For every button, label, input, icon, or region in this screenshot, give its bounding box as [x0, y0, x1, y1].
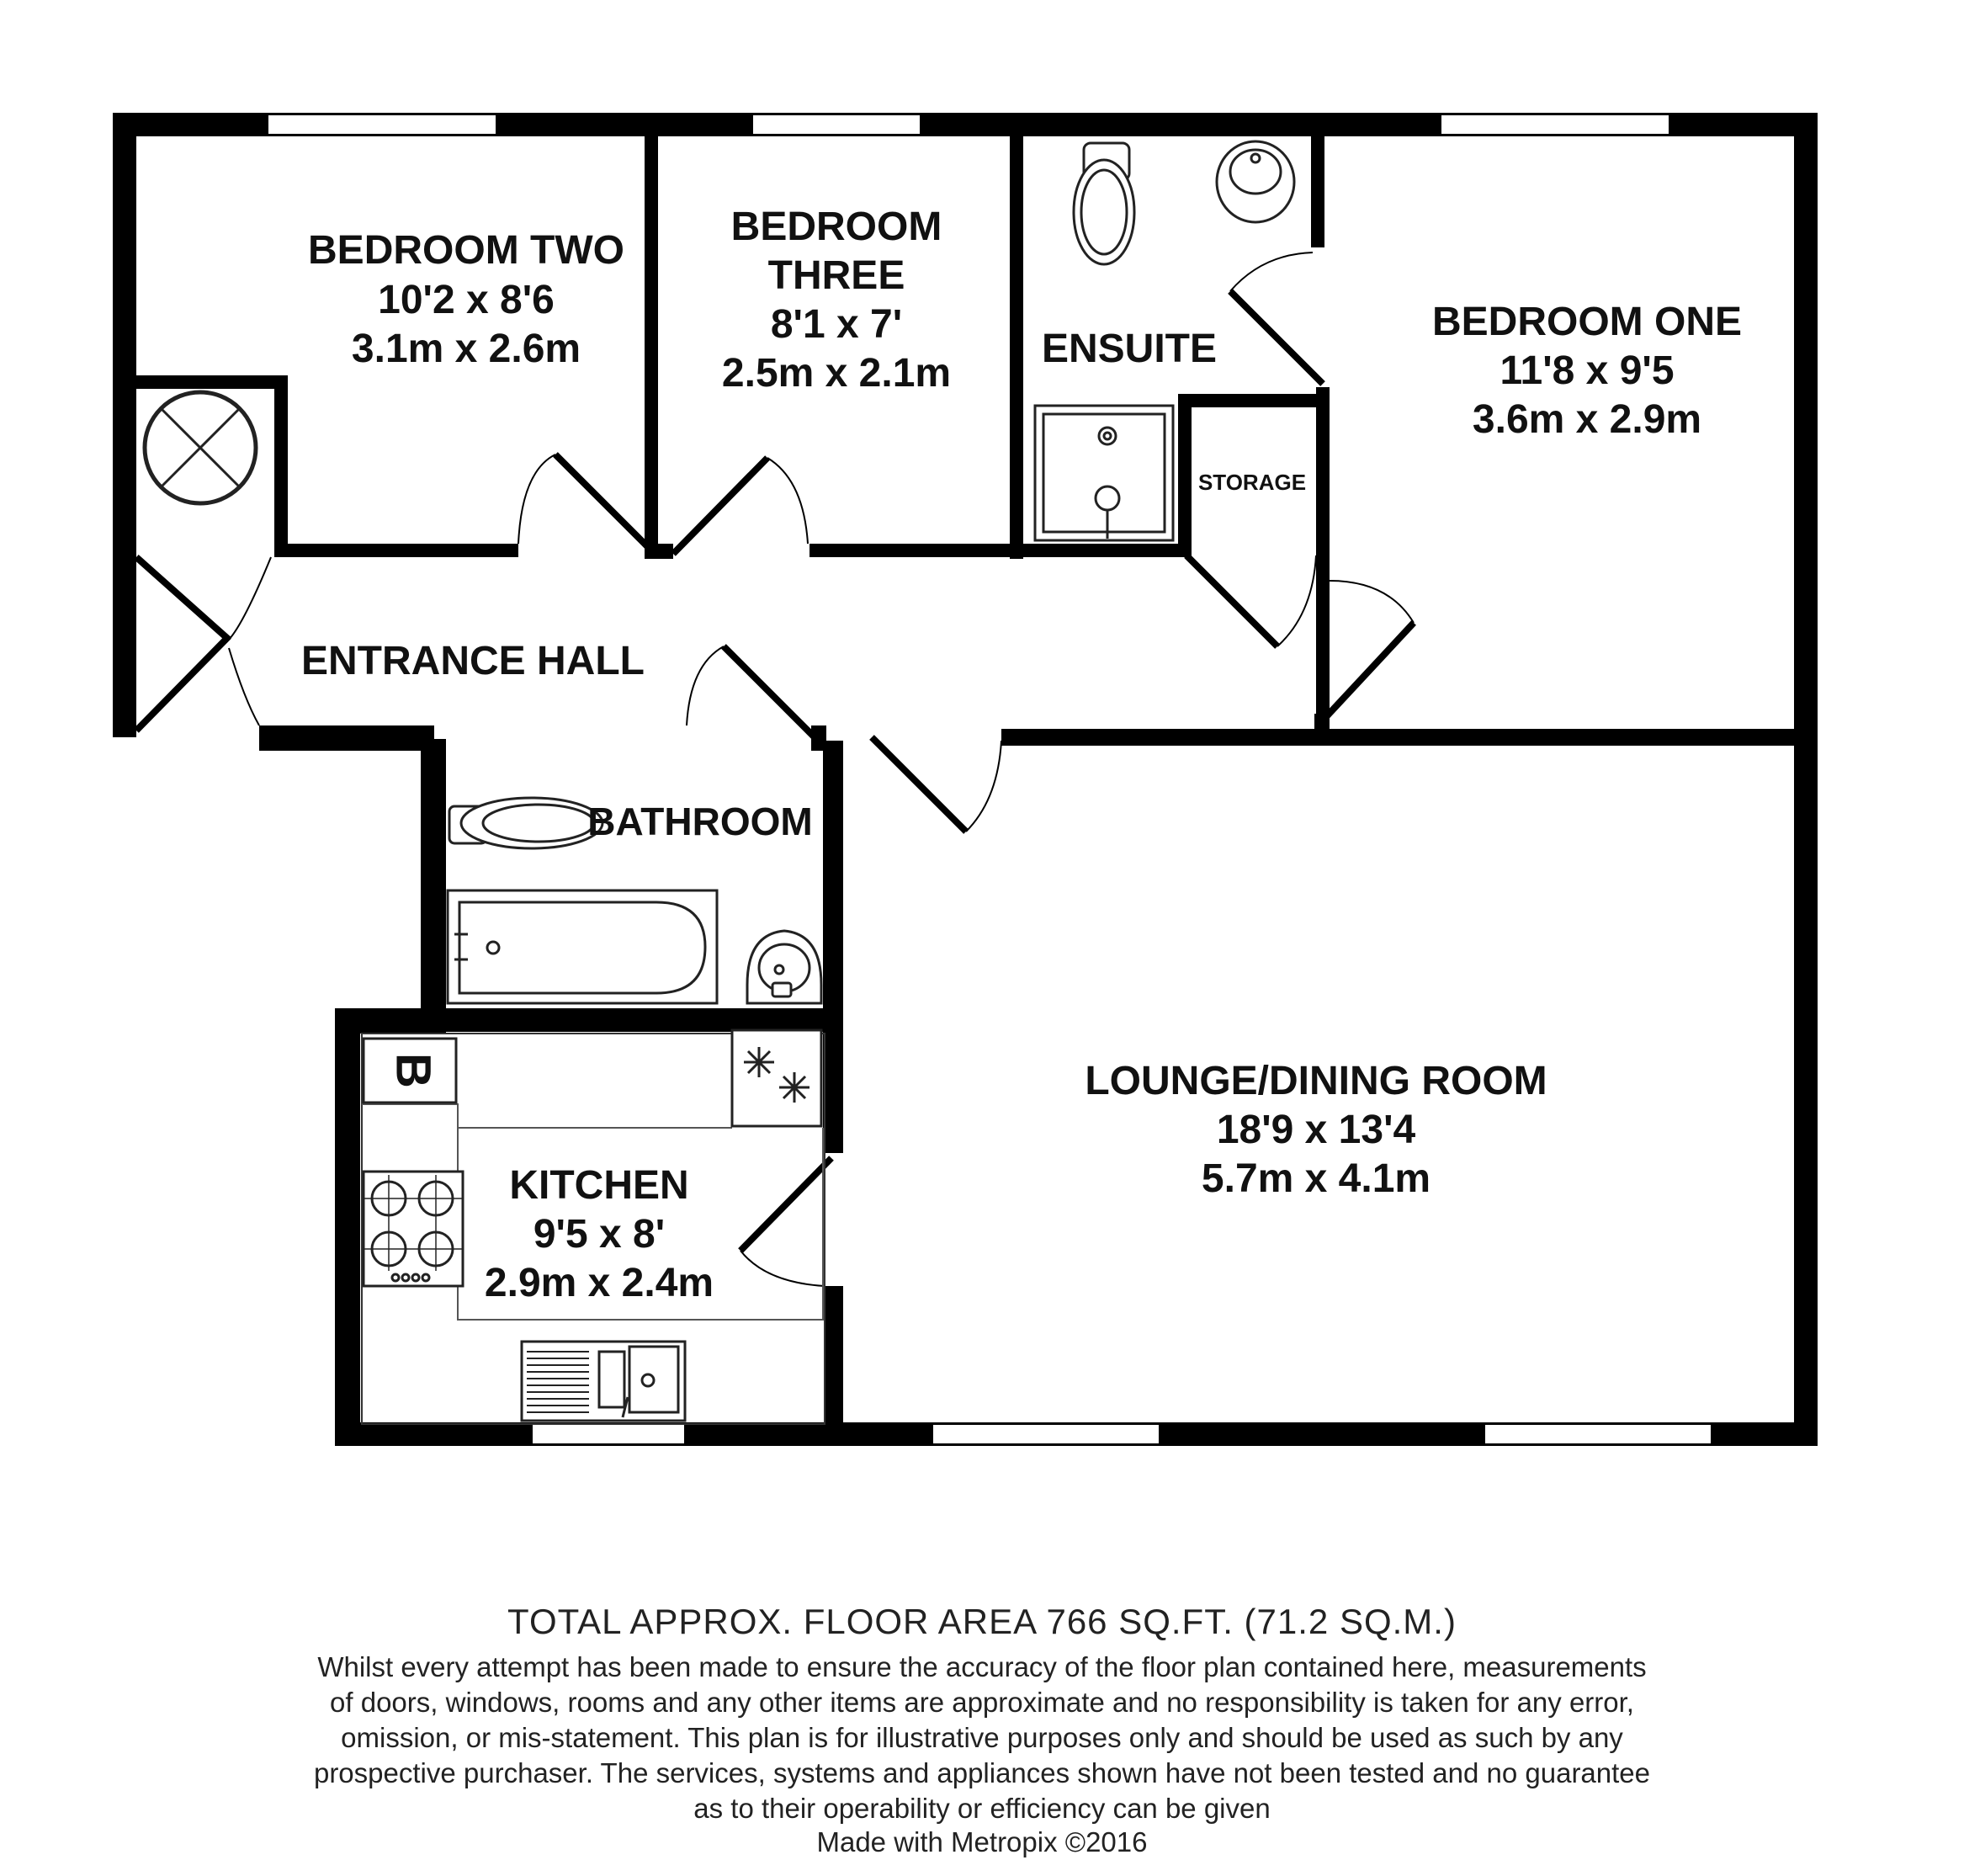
ensuite-name: ENSUITE: [1041, 327, 1218, 371]
bedroom-three-name-line2: THREE: [767, 253, 905, 298]
lounge-metric: 5.7m x 4.1m: [1201, 1156, 1431, 1201]
door-bedroom-two: [555, 454, 648, 547]
door-bathroom: [724, 646, 815, 737]
door-kitchen: [740, 1158, 831, 1251]
disclaimer-line: Whilst every attempt has been made to ensure the accuracy of the floor plan contained here, measurements: [317, 1651, 1647, 1682]
bedroom-three-metric: 2.5m x 2.1m: [721, 351, 952, 396]
door-ensuite: [1230, 291, 1323, 384]
bedroom-two-metric: 3.1m x 2.6m: [351, 327, 581, 371]
boiler-label: B: [385, 1053, 441, 1088]
freezer-icon: [732, 1030, 821, 1126]
storage-name: STORAGE: [1197, 470, 1307, 495]
disclaimer-line: prospective purchaser. The services, systems and appliances shown have not been tested and no guarantee: [313, 1757, 1651, 1788]
hob-icon: [364, 1172, 463, 1286]
door-storage: [1186, 555, 1277, 646]
kitchen-imperial: 9'5 x 8': [533, 1212, 666, 1257]
bedroom-one-imperial: 11'8 x 9'5: [1500, 348, 1675, 393]
kitchen-sink-icon: [522, 1342, 685, 1421]
lounge-name: LOUNGE/DINING ROOM: [1085, 1059, 1547, 1103]
bedroom-one-name: BEDROOM ONE: [1431, 300, 1743, 344]
hot-water-cylinder-icon: [145, 392, 256, 503]
door-cupboard: [136, 636, 229, 731]
ensuite-basin-icon: [1217, 141, 1294, 222]
bedroom-three-name-line1: BEDROOM: [730, 205, 942, 249]
disclaimer-line: as to their operability or efficiency can be given: [693, 1793, 1271, 1824]
bathroom-name: BATHROOM: [587, 800, 813, 843]
bathroom-basin-icon: [747, 931, 821, 1003]
kitchen-metric: 2.9m x 2.4m: [484, 1261, 714, 1305]
bath-icon: [448, 890, 717, 1003]
ensuite-toilet-icon: [1074, 143, 1134, 264]
door-bedroom-one: [1323, 623, 1414, 720]
bedroom-one-metric: 3.6m x 2.9m: [1472, 397, 1702, 442]
entrance-hall-name: ENTRANCE HALL: [301, 639, 645, 683]
bedroom-three-imperial: 8'1 x 7': [770, 302, 903, 347]
bathroom-toilet-icon: [449, 798, 602, 848]
door-bedroom-three: [673, 458, 767, 554]
metropix-credit: Made with Metropix ©2016: [816, 1826, 1148, 1857]
disclaimer-line: omission, or mis-statement. This plan is for illustrative purposes only and should be used as such by any: [341, 1722, 1623, 1753]
lounge-imperial: 18'9 x 13'4: [1216, 1108, 1416, 1152]
bedroom-two-name: BEDROOM TWO: [308, 228, 624, 273]
kitchen-name: KITCHEN: [509, 1163, 689, 1208]
shower-tray-icon: [1035, 406, 1173, 540]
bedroom-two-imperial: 10'2 x 8'6: [378, 278, 555, 322]
door-lounge: [872, 737, 966, 832]
total-floor-area: TOTAL APPROX. FLOOR AREA 766 SQ.FT. (71.2 SQ.M.): [507, 1602, 1457, 1641]
disclaimer-line: of doors, windows, rooms and any other items are approximate and no responsibility is taken for any error,: [330, 1687, 1634, 1718]
disclaimer: [0, 1650, 1964, 1826]
